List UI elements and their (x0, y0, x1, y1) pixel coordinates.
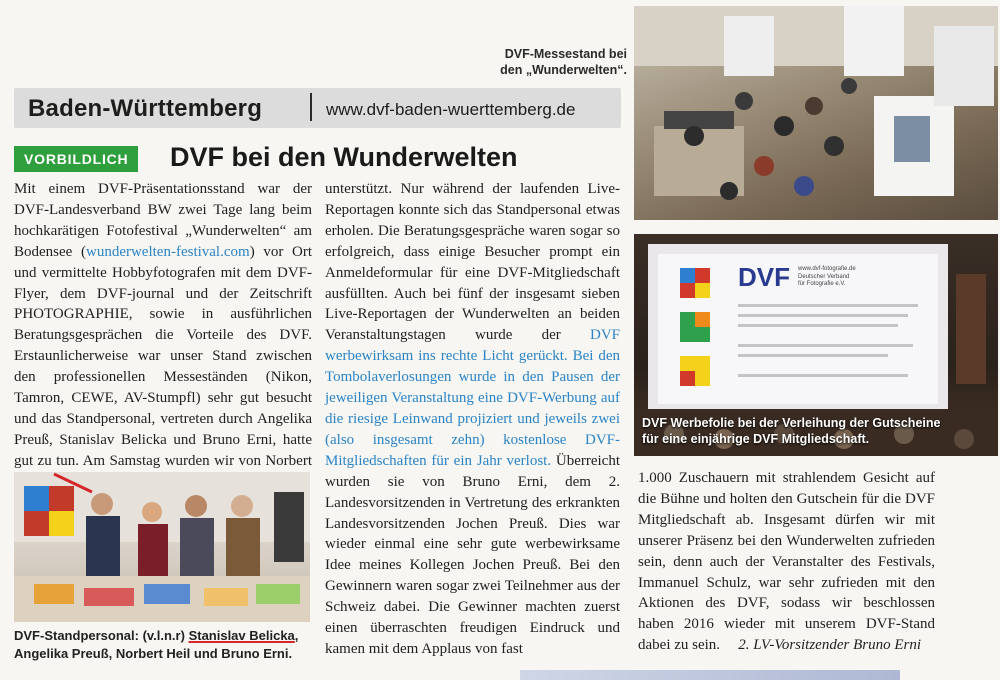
col1-text-b: ) vor Ort und vermittelte Hobbyfotografen mit dem DVF-Flyer, dem DVF-journal und der Zeitschrift PHOTOGRAPHIE, sowie in ausführlichen Beratungsgesprächen die Vorteile des DVF. Erstaunlicherweise war unser Stand zwischen den professionellen Messeständen (Nikon, Tamron, CEWE, AV-Stumpfl) sehr gut besucht und das Standpersonal, vertreten durch Angelika Preuß, Stanislav Belicka und Bruno Erni, hatte gut zu tun. Am Samstag wurden wir von Norbert (14, 243, 312, 469)
team-caption-highlight: Stanislav Belicka (188, 628, 295, 643)
festival-link[interactable]: wunderwelten-festival.com (85, 243, 250, 260)
article-author: 2. LV-Vorsitzender Bruno Erni (738, 637, 921, 654)
exhibition-hall-illustration (634, 6, 998, 220)
presentation-photo-caption: DVF Werbefolie bei der Verleihung der Gutscheine für eine einjährige DVF Mitgliedschaft. (642, 416, 941, 446)
col2-highlight: DVF werbewirksam ins rechte Licht gerückt. Bei den Tombolaverlosungen wurde in den Pausen der jeweiligen Veranstaltung eine DVF-Werbung auf die riesige Leinwand projiziert und jeweils zwei (also insgesamt zehn) kostenlose DVF-Mitgliedschaften für ein Jahr verlost. (325, 327, 620, 469)
slide-org-2: für Fotografie e.V. (798, 281, 846, 287)
col3-text: 1.000 Zuschauern mit strahlendem Gesicht auf die Bühne und holten den Gutschein für die DVF Mitgliedschaft ab. Insgesamt dürfen wir mit unserer Präsenz bei den Wunderwelten zufrieden sein, denn auch der Veranstalter des Festivals, Immanuel Schulz, war sehr zufrieden mit den Aktionen des DVF, sodass wir beschlossen haben 2016 wieder mit unserem DVF-Stand dabei zu sein. (638, 470, 935, 654)
col2-text-a: unterstützt. Nur während der laufenden Live-Reportagen konnte sich das Standpersonal etwas erholen. Die Beratungsgespräche waren sogar so erfolgreich, dass einige Besucher prompt ein Anmeldeformular für eine DVF-Mitgliedschaft ausfüllten. Auch bei fünf der insgesamt sieben Live-Reportagen der Wunderwelten an beiden Veranstaltungstagen wurde der (325, 181, 620, 344)
col2-text-b: Überreicht wurden sie von Bruno Erni, dem 2. Landesvorsitzenden in Vertretung des erkrankten Landesvorsitzenden Jochen Preuß. Dies war wieder einmal eine sehr gute werbewirksame Idee meines Kollegen Jochen Preuß. Bei den Gewinnern waren sogar zwei Teilnehmer aus der Schweiz dabei. Die Gewinner machten zuerst einen überraschten freudigen Eindruck und kamen mit dem Applaus von fast (325, 452, 620, 657)
team-illustration (14, 472, 310, 622)
team-photo (14, 472, 310, 622)
region-name: Baden-Württemberg (28, 95, 263, 122)
slide-url: www.dvf-fotografie.de (798, 266, 856, 272)
col1-text-a: Mit einem DVF-Präsentationsstand war der DVF-Landesverband BW zwei Tage lang beim hochkarätigen Fotofestival „Wunderwelten“ am Bodensee ( (14, 181, 312, 260)
exhibition-photo-caption (455, 46, 627, 78)
article-title: DVF bei den Wunderwelten (170, 142, 518, 172)
page-edge-strip (520, 670, 900, 680)
slide-org-1: Deutscher Verband (798, 274, 850, 280)
category-badge: VORBILDLICH (14, 146, 138, 172)
caption-line-1: DVF-Messestand bei (504, 47, 627, 61)
team-photo-caption (14, 627, 314, 663)
slide-logo: DVF (738, 262, 790, 292)
article-column-1 (14, 179, 312, 493)
article-column-3 (638, 468, 935, 656)
region-url[interactable]: www.dvf-baden-wuerttemberg.de (326, 100, 576, 119)
caption-line-2: den „Wunderwelten“. (500, 63, 627, 77)
team-caption-suffix: , Angelika Preuß, Norbert Heil und Bruno Erni. (14, 628, 299, 661)
article-column-2 (325, 179, 620, 660)
rubiks-cube-icon (680, 268, 710, 386)
exhibition-hall-photo (634, 6, 998, 220)
team-caption-prefix: DVF-Standpersonal: (v.l.n.r) (14, 628, 189, 643)
header-divider (310, 93, 312, 121)
